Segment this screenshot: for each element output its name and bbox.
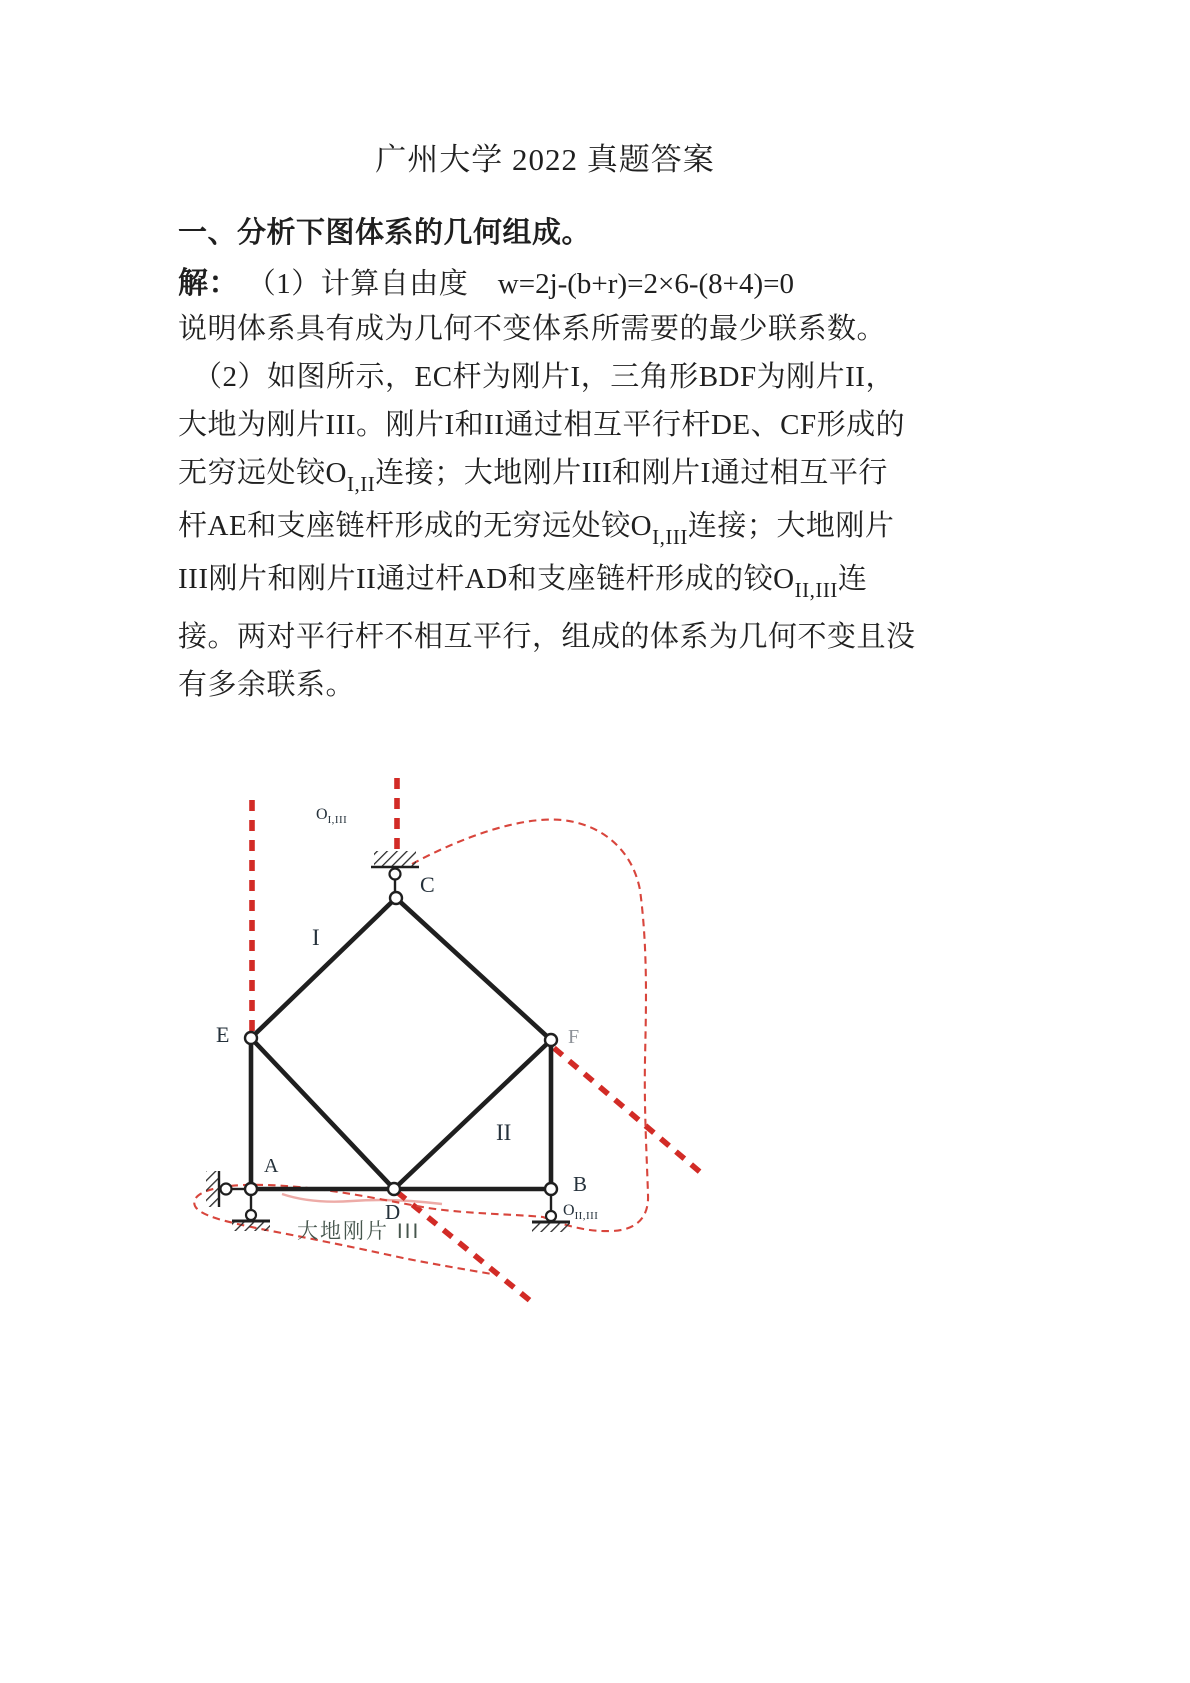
support-left-a bbox=[206, 1171, 245, 1207]
text-segment-heading: 一、分析下图体系的几何组成。 bbox=[178, 217, 592, 249]
text-line bbox=[178, 503, 958, 556]
text-segment-normal: III刚片和刚片II通过杆AD和支座链杆形成的铰O bbox=[178, 563, 795, 595]
text-segment-normal: （2）如图所示，EC杆为刚片I，三角形BDF为刚片II， bbox=[178, 361, 895, 393]
text-segment-formula: w=2j-(b+r)=2×6-(8+4)=0 bbox=[497, 268, 794, 300]
truss-figure bbox=[140, 730, 720, 1340]
text-segment-normal: （1）计算自由度 bbox=[239, 268, 498, 300]
text-segment-sub: II,III bbox=[794, 578, 838, 602]
text-segment-normal: 连接；大地刚片 bbox=[687, 510, 895, 542]
truss-bars bbox=[251, 898, 551, 1189]
node-label-a: A bbox=[264, 1155, 279, 1177]
text-line bbox=[178, 450, 958, 503]
text-segment-sub: I,III bbox=[652, 525, 688, 549]
node-label-c: C bbox=[420, 872, 435, 897]
support-top-c bbox=[371, 851, 419, 893]
supports bbox=[206, 851, 570, 1232]
text-segment-normal: 接。两对平行杆不相互平行，组成的体系为几何不变且没 bbox=[178, 621, 916, 653]
text-line bbox=[178, 258, 958, 306]
text-segment-normal: 杆AE和支座链杆形成的无穷远处铰O bbox=[178, 510, 653, 542]
piece-label-i: I bbox=[312, 925, 320, 950]
text-line bbox=[178, 662, 958, 710]
text-line bbox=[178, 556, 958, 614]
hinge-label-o-ii-iii: $O_{II,III}$ bbox=[563, 1202, 599, 1222]
page-title: 广州大学 2022 真题答案 bbox=[375, 142, 715, 177]
support-ground-a bbox=[232, 1195, 270, 1231]
answer-text-block bbox=[178, 210, 958, 710]
node-label-d: D bbox=[385, 1200, 401, 1224]
text-segment-normal: 连 bbox=[837, 563, 868, 595]
text-line bbox=[178, 354, 958, 402]
red-dashed-lines bbox=[194, 778, 700, 1303]
text-line bbox=[178, 210, 958, 258]
hinge-label-o-i-iii: $O_{I,III}$ bbox=[316, 806, 348, 826]
text-line bbox=[178, 402, 958, 450]
node-label-b: B bbox=[573, 1172, 588, 1196]
piece-label-ii: II bbox=[496, 1120, 512, 1145]
text-segment-normal: 无穷远处铰O bbox=[178, 457, 347, 489]
text-line bbox=[178, 614, 958, 662]
support-ground-b bbox=[532, 1195, 570, 1232]
text-line bbox=[178, 306, 958, 354]
ground-piece-label: 大地刚片 III bbox=[297, 1220, 421, 1243]
text-segment-normal: 说明体系具有成为几何不变体系所需要的最少联系数。 bbox=[178, 313, 887, 345]
text-segment-normal: 有多余联系。 bbox=[178, 669, 356, 701]
text-segment-bold: 解： bbox=[178, 267, 239, 300]
hinge-nodes bbox=[245, 892, 557, 1195]
text-segment-normal: 大地为刚片III。刚片I和II通过相互平行杆DE、CF形成的 bbox=[178, 409, 906, 441]
text-segment-sub: I,II bbox=[346, 472, 376, 496]
text-segment-normal: 连接；大地刚片III和刚片I通过相互平行 bbox=[375, 457, 888, 489]
node-label-e: E bbox=[216, 1022, 230, 1047]
node-label-f: F bbox=[568, 1026, 580, 1048]
